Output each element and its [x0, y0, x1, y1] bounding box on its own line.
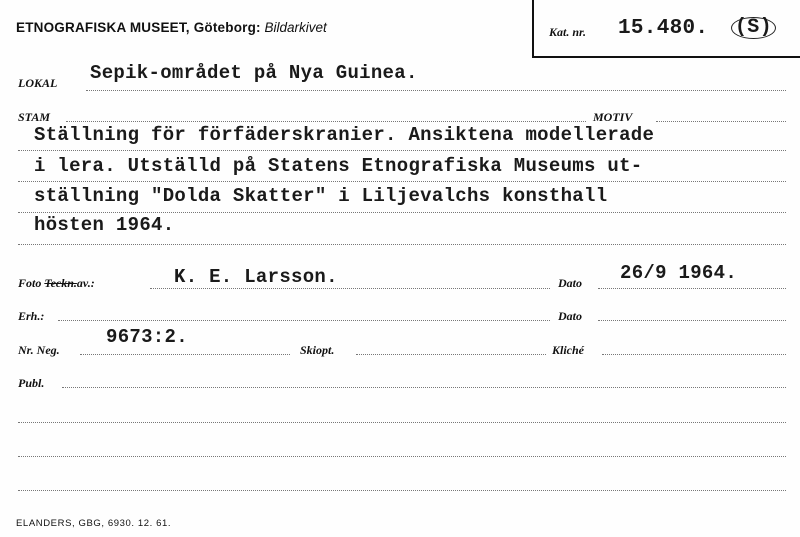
foto-date-label: Dato — [558, 276, 582, 290]
foto-date-line — [598, 288, 786, 289]
foto-line — [150, 288, 550, 289]
foto-date-value: 26/9 1964. — [620, 262, 738, 284]
museum-name: ETNOGRAFISKA MUSEET, Göteborg: — [16, 20, 261, 35]
foto-label-start: Foto — [18, 276, 42, 290]
motiv-line-4: hösten 1964. — [34, 214, 175, 236]
neg-line — [80, 354, 290, 355]
neg-value: 9673:2. — [106, 326, 188, 348]
rule-4 — [18, 244, 786, 245]
erh-date-line — [598, 320, 786, 321]
kliche-line — [602, 354, 786, 355]
rule-1 — [18, 150, 786, 151]
lokal-line — [86, 90, 786, 91]
kat-number: 15.480. — [618, 17, 709, 40]
rule-3 — [18, 212, 786, 213]
publ-rule-2 — [18, 456, 786, 457]
skiopt-label: Skiopt. — [300, 343, 335, 357]
card-header — [16, 20, 327, 35]
kat-suffix: (S) — [731, 17, 776, 39]
foto-label-end: av.: — [76, 276, 95, 290]
publ-line — [62, 387, 786, 388]
publ-label: Publ. — [18, 376, 45, 390]
publ-rule-3 — [18, 490, 786, 491]
foto-value: K. E. Larsson. — [174, 266, 338, 288]
motiv-top-line — [656, 121, 786, 122]
neg-label: Nr. Neg. — [18, 343, 60, 357]
stam-line — [66, 121, 586, 122]
lokal-value: Sepik-området på Nya Guinea. — [90, 62, 418, 84]
publ-rule-1 — [18, 422, 786, 423]
printer-imprint: ELANDERS, GBG, 6930. 12. 61. — [16, 518, 172, 529]
motiv-line-3: ställning "Dolda Skatter" i Liljevalchs konsthall — [34, 185, 608, 207]
erh-date-label: Dato — [558, 309, 582, 323]
rule-2 — [18, 181, 786, 182]
foto-label — [18, 276, 95, 291]
erh-label: Erh.: — [18, 309, 45, 323]
archive-name: Bildarkivet — [264, 20, 327, 35]
kat-label: Kat. nr. — [549, 25, 587, 39]
motiv-line-1: Ställning för förfäderskranier. Ansiktena modellerade — [34, 124, 655, 146]
motiv-label: MOTIV — [593, 110, 633, 124]
kliche-label: Kliché — [552, 343, 584, 357]
erh-line — [58, 320, 550, 321]
stam-label: STAM — [18, 110, 51, 124]
foto-label-struck: Teckn. — [44, 276, 77, 290]
skiopt-line — [356, 354, 546, 355]
lokal-label: LOKAL — [18, 76, 58, 90]
motiv-line-2: i lera. Utställd på Statens Etnografiska Museums ut- — [34, 155, 643, 177]
